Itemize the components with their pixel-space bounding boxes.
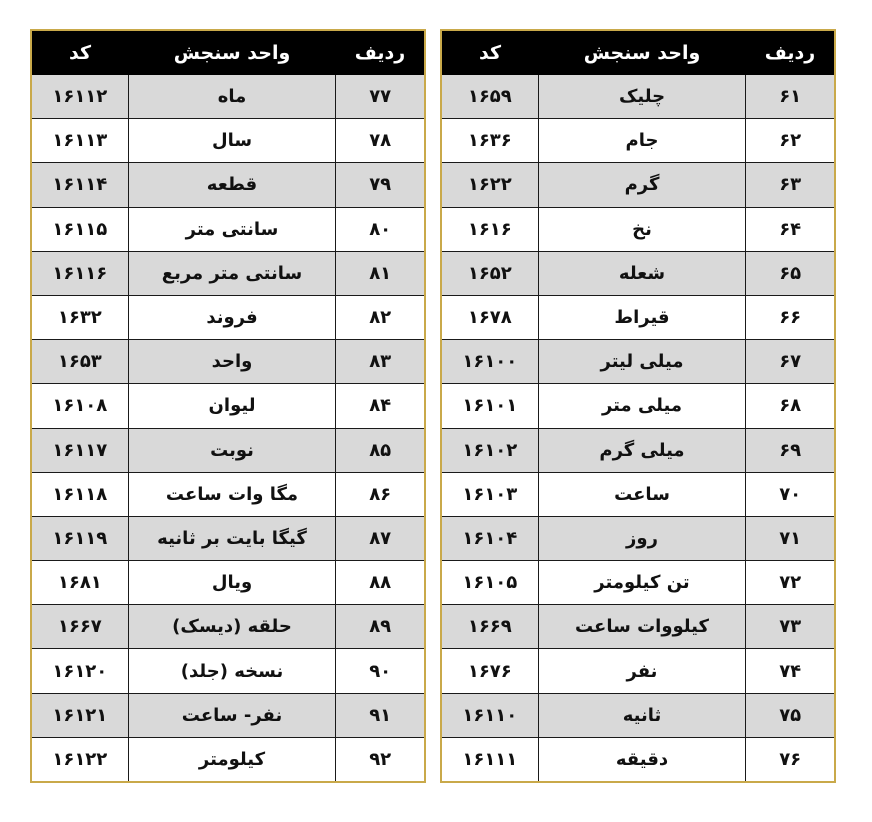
table-row xyxy=(31,163,425,207)
unit-name-cell: جام xyxy=(538,119,746,163)
unit-code-cell: ۱۶۱۱۰ xyxy=(441,693,538,737)
table-row xyxy=(31,605,425,649)
unit-name-cell: نسخه (جلد) xyxy=(128,649,336,693)
table-row xyxy=(441,516,835,560)
row-number-cell: ۷۹ xyxy=(336,163,425,207)
unit-code-cell: ۱۶۱۱۹ xyxy=(31,516,128,560)
row-number-cell: ۷۷ xyxy=(336,75,425,119)
header-unit: واحد سنجش xyxy=(538,30,746,75)
row-number-cell: ۷۳ xyxy=(746,605,835,649)
unit-code-cell: ۱۶۱۰۳ xyxy=(441,472,538,516)
table-row xyxy=(31,75,425,119)
unit-name-cell: کیلومتر xyxy=(128,737,336,782)
table-row xyxy=(31,516,425,560)
unit-code-cell: ۱۶۱۱۳ xyxy=(31,119,128,163)
table-row xyxy=(441,605,835,649)
unit-name-cell: میلی لیتر xyxy=(538,340,746,384)
row-number-cell: ۶۶ xyxy=(746,295,835,339)
unit-name-cell: نفر xyxy=(538,649,746,693)
row-number-cell: ۸۸ xyxy=(336,561,425,605)
row-number-cell: ۶۹ xyxy=(746,428,835,472)
row-number-cell: ۸۴ xyxy=(336,384,425,428)
unit-name-cell: قطعه xyxy=(128,163,336,207)
table-row xyxy=(31,561,425,605)
row-number-cell: ۷۴ xyxy=(746,649,835,693)
unit-code-cell: ۱۶۱۱۱ xyxy=(441,737,538,782)
table-row xyxy=(441,163,835,207)
unit-name-cell: مگا وات ساعت xyxy=(128,472,336,516)
row-number-cell: ۸۶ xyxy=(336,472,425,516)
row-number-cell: ۸۹ xyxy=(336,605,425,649)
unit-code-cell: ۱۶۱۱۷ xyxy=(31,428,128,472)
unit-name-cell: سانتی متر مربع xyxy=(128,251,336,295)
row-number-cell: ۷۰ xyxy=(746,472,835,516)
unit-code-cell: ۱۶۳۶ xyxy=(441,119,538,163)
row-number-cell: ۸۰ xyxy=(336,207,425,251)
unit-name-cell: قیراط xyxy=(538,295,746,339)
unit-code-cell: ۱۶۱۰۲ xyxy=(441,428,538,472)
unit-name-cell: تن کیلومتر xyxy=(538,561,746,605)
units-table-right xyxy=(440,29,836,783)
unit-code-cell: ۱۶۷۶ xyxy=(441,649,538,693)
table-row xyxy=(31,384,425,428)
row-number-cell: ۶۵ xyxy=(746,251,835,295)
unit-name-cell: نوبت xyxy=(128,428,336,472)
row-number-cell: ۸۲ xyxy=(336,295,425,339)
header-unit: واحد سنجش xyxy=(128,30,336,75)
table-row xyxy=(31,693,425,737)
table-row xyxy=(441,295,835,339)
unit-code-cell: ۱۶۱۲۱ xyxy=(31,693,128,737)
unit-code-cell: ۱۶۱۱۴ xyxy=(31,163,128,207)
table-row xyxy=(31,119,425,163)
row-number-cell: ۹۲ xyxy=(336,737,425,782)
header-code: کد xyxy=(441,30,538,75)
row-number-cell: ۸۵ xyxy=(336,428,425,472)
row-number-cell: ۶۷ xyxy=(746,340,835,384)
unit-code-cell: ۱۶۶۷ xyxy=(31,605,128,649)
table-row xyxy=(31,251,425,295)
unit-name-cell: ساعت xyxy=(538,472,746,516)
row-number-cell: ۹۰ xyxy=(336,649,425,693)
unit-code-cell: ۱۶۱۰۱ xyxy=(441,384,538,428)
unit-name-cell: سال xyxy=(128,119,336,163)
unit-name-cell: لیوان xyxy=(128,384,336,428)
unit-name-cell: ماه xyxy=(128,75,336,119)
unit-code-cell: ۱۶۱۰۴ xyxy=(441,516,538,560)
unit-code-cell: ۱۶۱۰۸ xyxy=(31,384,128,428)
table-row xyxy=(441,737,835,782)
row-number-cell: ۶۸ xyxy=(746,384,835,428)
unit-name-cell: سانتی متر xyxy=(128,207,336,251)
units-table-left xyxy=(30,29,426,783)
unit-name-cell: میلی متر xyxy=(538,384,746,428)
unit-name-cell: روز xyxy=(538,516,746,560)
unit-name-cell: گرم xyxy=(538,163,746,207)
row-number-cell: ۷۸ xyxy=(336,119,425,163)
header-code: کد xyxy=(31,30,128,75)
unit-code-cell: ۱۶۲۲ xyxy=(441,163,538,207)
unit-code-cell: ۱۶۱۱۶ xyxy=(31,251,128,295)
unit-code-cell: ۱۶۱۲۲ xyxy=(31,737,128,782)
unit-name-cell: حلقه (دیسک) xyxy=(128,605,336,649)
table-row xyxy=(31,295,425,339)
unit-name-cell: ثانیه xyxy=(538,693,746,737)
header-row-number: ردیف xyxy=(746,30,835,75)
header-row xyxy=(31,30,425,75)
header-row xyxy=(441,30,835,75)
row-number-cell: ۹۱ xyxy=(336,693,425,737)
unit-code-cell: ۱۶۷۸ xyxy=(441,295,538,339)
row-number-cell: ۷۲ xyxy=(746,561,835,605)
table-row xyxy=(31,737,425,782)
row-number-cell: ۷۱ xyxy=(746,516,835,560)
table-row xyxy=(31,428,425,472)
unit-name-cell: نفر- ساعت xyxy=(128,693,336,737)
unit-name-cell: چلیک xyxy=(538,75,746,119)
unit-name-cell: کیلووات ساعت xyxy=(538,605,746,649)
table-row xyxy=(441,693,835,737)
table-row xyxy=(31,207,425,251)
unit-name-cell: میلی گرم xyxy=(538,428,746,472)
unit-name-cell: گیگا بایت بر ثانیه xyxy=(128,516,336,560)
table-row xyxy=(441,75,835,119)
table-row xyxy=(441,251,835,295)
unit-name-cell: شعله xyxy=(538,251,746,295)
unit-code-cell: ۱۶۱۰۵ xyxy=(441,561,538,605)
unit-name-cell: نخ xyxy=(538,207,746,251)
unit-code-cell: ۱۶۵۳ xyxy=(31,340,128,384)
row-number-cell: ۸۳ xyxy=(336,340,425,384)
unit-code-cell: ۱۶۸۱ xyxy=(31,561,128,605)
row-number-cell: ۶۴ xyxy=(746,207,835,251)
unit-code-cell: ۱۶۱۲۰ xyxy=(31,649,128,693)
unit-name-cell: فروند xyxy=(128,295,336,339)
table-row xyxy=(441,119,835,163)
table-row xyxy=(441,428,835,472)
unit-code-cell: ۱۶۳۲ xyxy=(31,295,128,339)
row-number-cell: ۶۲ xyxy=(746,119,835,163)
row-number-cell: ۶۳ xyxy=(746,163,835,207)
unit-name-cell: ویال xyxy=(128,561,336,605)
unit-code-cell: ۱۶۱۶ xyxy=(441,207,538,251)
unit-code-cell: ۱۶۱۱۲ xyxy=(31,75,128,119)
unit-code-cell: ۱۶۱۰۰ xyxy=(441,340,538,384)
row-number-cell: ۸۱ xyxy=(336,251,425,295)
unit-name-cell: واحد xyxy=(128,340,336,384)
row-number-cell: ۷۵ xyxy=(746,693,835,737)
unit-code-cell: ۱۶۶۹ xyxy=(441,605,538,649)
unit-code-cell: ۱۶۱۱۸ xyxy=(31,472,128,516)
table-row xyxy=(31,340,425,384)
table-row xyxy=(441,472,835,516)
unit-code-cell: ۱۶۱۱۵ xyxy=(31,207,128,251)
unit-code-cell: ۱۶۵۹ xyxy=(441,75,538,119)
table-row xyxy=(441,649,835,693)
header-row-number: ردیف xyxy=(336,30,425,75)
table-row xyxy=(441,207,835,251)
table-row xyxy=(441,340,835,384)
row-number-cell: ۶۱ xyxy=(746,75,835,119)
table-row xyxy=(441,384,835,428)
table-row xyxy=(441,561,835,605)
row-number-cell: ۸۷ xyxy=(336,516,425,560)
row-number-cell: ۷۶ xyxy=(746,737,835,782)
unit-name-cell: دقیقه xyxy=(538,737,746,782)
unit-code-cell: ۱۶۵۲ xyxy=(441,251,538,295)
table-row xyxy=(31,472,425,516)
table-row xyxy=(31,649,425,693)
